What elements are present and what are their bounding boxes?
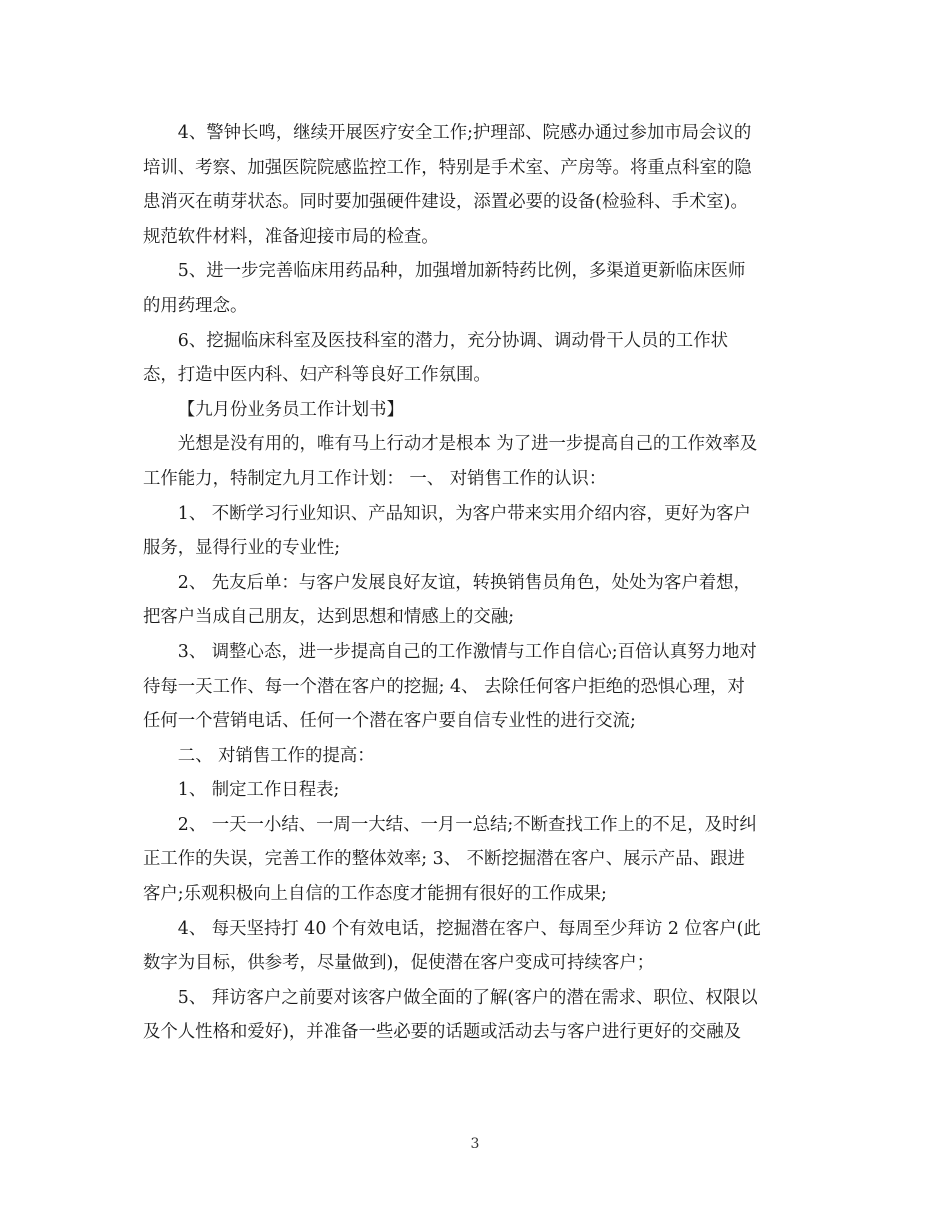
text-line: 培训、考察、加强医院院感监控工作，特别是手术室、产房等。将重点科室的隐: [143, 157, 752, 178]
text-line: 【九月份业务员工作计划书】: [177, 399, 404, 420]
text-line: 服务，显得行业的专业性;: [143, 538, 341, 559]
text-line: 1、 不断学习行业知识、产品知识，为客户带来实用介绍内容，更好为客户: [177, 503, 751, 524]
paragraph: [143, 566, 807, 635]
text-line: 正工作的失误，完善工作的整体效率; 3、 不断挖掘潜在客户、展示产品、跟进: [143, 849, 745, 870]
text-line: 客户;乐观积极向上自信的工作态度才能拥有很好的工作成果;: [143, 884, 607, 905]
paragraph: [143, 912, 807, 981]
text-line: 2、 先友后单：与客户发展良好友谊，转换销售员角色，处处为客户着想，: [177, 572, 751, 593]
text-line: 工作能力，特制定九月工作计划： 一、 对销售工作的认识：: [143, 468, 607, 489]
text-line: 4、警钟长鸣，继续开展医疗安全工作;护理部、院感办通过参加市局会议的: [177, 123, 752, 143]
text-line: 及个人性格和爱好)，并准备一些必要的话题或活动去与客户进行更好的交融及: [143, 1022, 742, 1043]
text-line: 光想是没有用的，唯有马上行动才是根本 为了进一步提高自己的工作效率及: [177, 434, 758, 455]
text-line: 3、 调整心态，进一步提高自己的工作激情与工作自信心;百倍认真努力地对: [177, 641, 757, 662]
text-line: 的用药理念。: [143, 295, 248, 316]
text-line: 2、 一天一小结、一周一大结、一月一总结;不断查找工作上的不足，及时纠: [177, 814, 757, 835]
text-line: 把客户当成自己朋友，达到思想和情感上的交融;: [143, 607, 515, 628]
text-line: 待每一天工作、每一个潜在客户的挖掘; 4、 去除任何客户拒绝的恐惧心理，对: [143, 676, 745, 697]
paragraph: [143, 427, 807, 496]
paragraph: [143, 635, 807, 739]
text-line: 4、 每天坚持打 40 个有效电话，挖掘潜在客户、每周至少拜访 2 位客户(此: [177, 918, 761, 939]
text-line: 患消灭在萌芽状态。同时要加强硬件建设，添置必要的设备(检验科、手术室)。: [143, 192, 748, 213]
paragraph: [143, 773, 807, 808]
paragraph: [143, 324, 807, 393]
paragraph: [143, 497, 807, 566]
text-line: 任何一个营销电话、任何一个潜在客户要自信专业性的进行交流;: [143, 711, 636, 732]
text-line: 二、 对销售工作的提高：: [177, 745, 375, 766]
text-line: 数字为目标，供参考，尽量做到)，促使潜在客户变成可持续客户；: [143, 953, 655, 974]
document-body: [143, 116, 807, 1050]
text-line: 5、 拜访客户之前要对该客户做全面的了解(客户的潜在需求、职位、权限以: [177, 987, 758, 1008]
paragraph: [143, 393, 807, 428]
text-line: 6、挖掘临床科室及医技科室的潜力，充分协调、调动骨干人员的工作状: [177, 330, 728, 351]
paragraph: [143, 116, 807, 254]
text-line: 1、 制定工作日程表;: [177, 780, 340, 801]
paragraph: [143, 739, 807, 774]
paragraph: [143, 808, 807, 912]
text-line: 规范软件材料，准备迎接市局的检查。: [143, 226, 439, 247]
page-number: 3: [470, 1136, 480, 1152]
paragraph: [143, 254, 807, 323]
text-line: 态，打造中医内科、妇产科等良好工作氛围。: [143, 365, 491, 386]
paragraph: [143, 981, 807, 1050]
text-line: 5、进一步完善临床用药品种，加强增加新特药比例，多渠道更新临床医师: [177, 261, 746, 282]
